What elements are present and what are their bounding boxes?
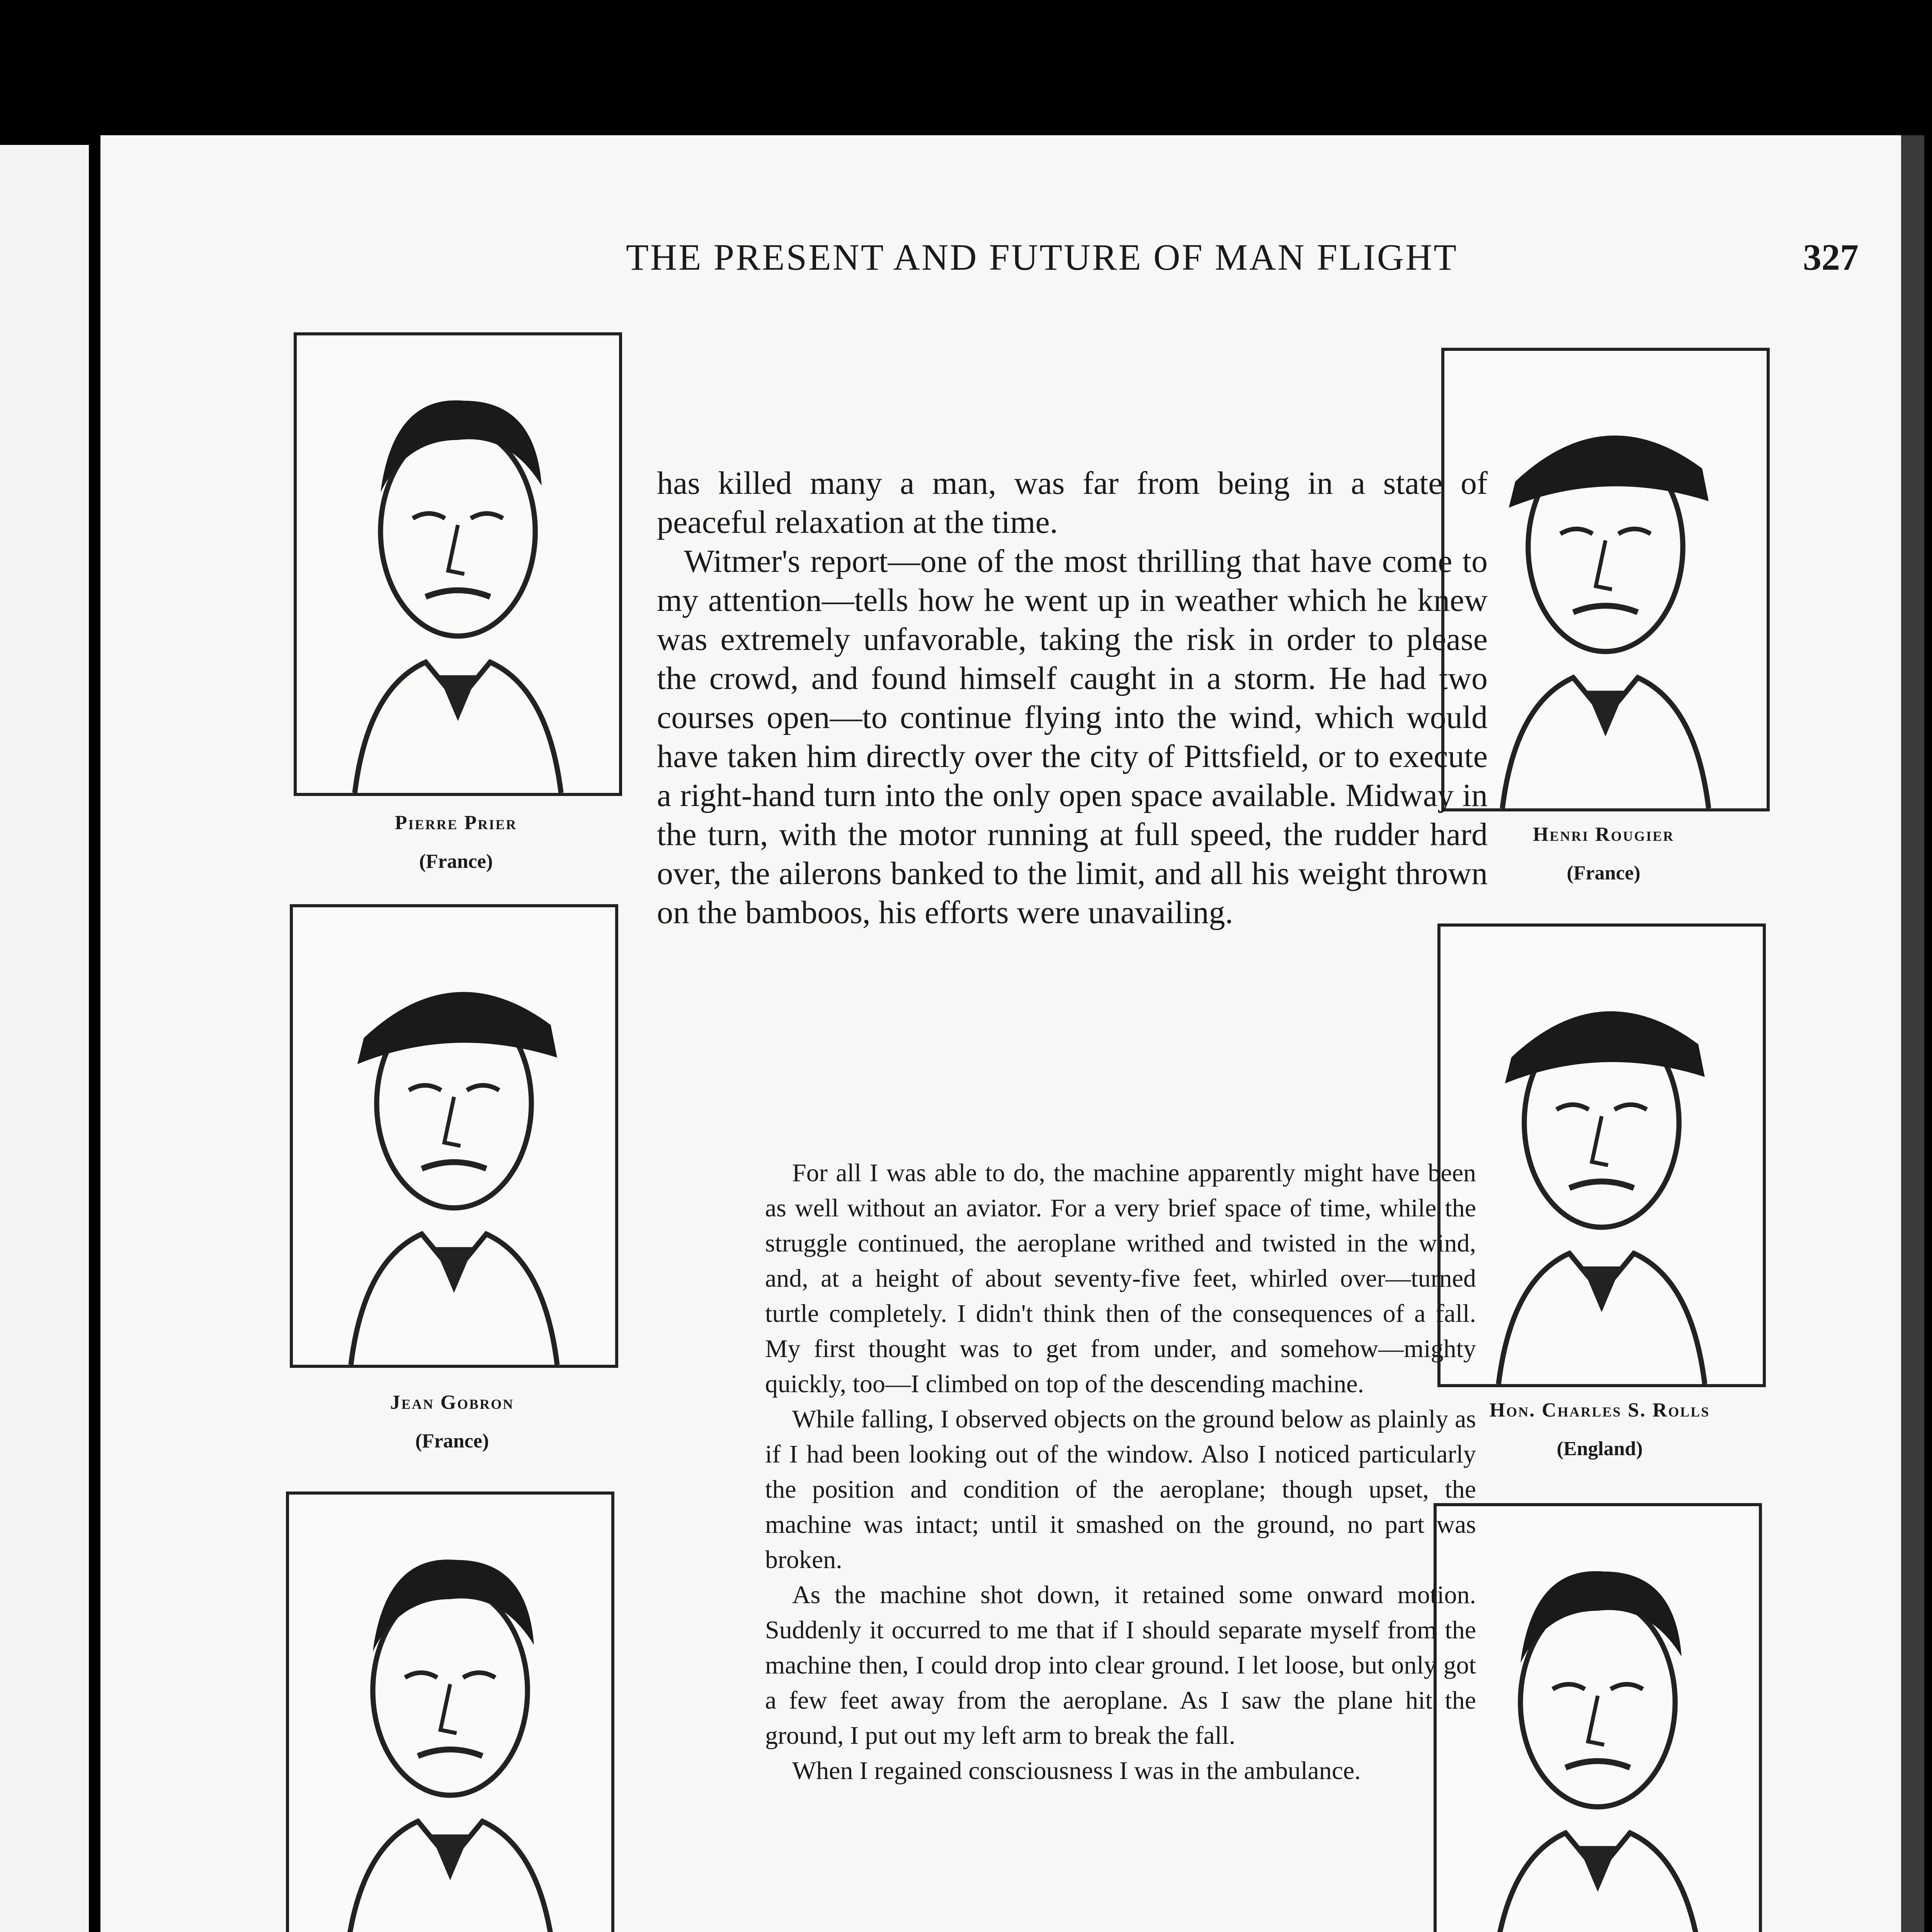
portrait-right-3 xyxy=(1434,1503,1762,1932)
necktie xyxy=(1582,1267,1621,1312)
caption-country: (France) xyxy=(415,1430,489,1452)
necktie xyxy=(1578,1846,1617,1892)
running-header xyxy=(526,236,1859,286)
hair-shape xyxy=(357,992,557,1064)
page-number: 327 xyxy=(1803,236,1859,278)
mouth xyxy=(1573,606,1638,612)
portrait-sketch xyxy=(1440,927,1763,1384)
paragraph: Witmer's report—one of the most thrilling that have come to my attention—tells how he went up in weather which he knew was extremely unfavorable, taking the risk in order to please the crowd, and found himself caught in a storm. He had two courses open—to continue flying into the wind, which would have taken him directly over the city of Pittsfield, or to execute a right-hand turn into the only open space available. Midway in the turn, with the motor running at full speed, the rudder hard over, the ailerons banked to the limit, and all his weight thrown on the bamboos, his efforts were unavailing. xyxy=(657,543,1488,930)
necktie xyxy=(1586,691,1625,736)
nose xyxy=(448,525,464,574)
quote-paragraph: As the machine shot down, it retained some onward motion. Suddenly it occurred to me that if I should separate myself from the machine then, I could drop into clear ground. I let loose, but only got a few feet away from the aeroplane. As I saw the plane hit the ground, I put out my left arm to break the fall. xyxy=(765,1581,1476,1750)
portrait-right-2 xyxy=(1437,923,1766,1387)
mouth xyxy=(422,1162,486,1169)
quoted-report xyxy=(765,1155,1476,1788)
eyes xyxy=(1553,1684,1643,1689)
portrait-left-3 xyxy=(286,1492,614,1932)
facing-page-edge xyxy=(0,145,89,1932)
hair-shape xyxy=(381,400,542,492)
nose xyxy=(1592,1116,1608,1165)
hair-shape xyxy=(1509,435,1709,508)
portrait-right-1 xyxy=(1441,348,1770,811)
hair-shape xyxy=(373,1560,534,1651)
caption-name: Hon. Charles S. Rolls xyxy=(1489,1399,1710,1421)
mouth xyxy=(1570,1182,1634,1188)
caption-name: Jean Gobron xyxy=(390,1391,514,1413)
quote-paragraph: For all I was able to do, the machine apparently might have been as well without an aviator. For a very brief space of time, while the struggle continued, the aeroplane writhed and twisted in the wind, and, at a height of about seventy-five feet, whirled over—turned turtle completely. I didn't think then of the consequences of a fall. My first thought was to get from under, and somehow—mighty quickly, too—I climbed on top of the descending machine. xyxy=(765,1159,1476,1398)
portrait-sketch xyxy=(293,907,615,1365)
paragraph: has killed many a man, was far from being in a state of peaceful relaxation at the time. xyxy=(657,465,1488,540)
eyes xyxy=(1556,1105,1647,1110)
portrait-sketch xyxy=(297,335,619,793)
mouth xyxy=(426,590,490,597)
nose xyxy=(440,1684,457,1733)
quote-paragraph: When I regained consciousness I was in the ambulance. xyxy=(792,1757,1361,1785)
nose xyxy=(1596,541,1612,590)
body-text-top xyxy=(657,464,1488,932)
caption-name: Pierre Prier xyxy=(395,812,517,834)
nose xyxy=(444,1097,461,1146)
portrait-sketch xyxy=(289,1495,611,1932)
caption-country: (France) xyxy=(1566,862,1641,884)
eyes xyxy=(409,1085,499,1090)
portrait-left-2 xyxy=(290,904,618,1368)
eyes xyxy=(1560,529,1651,534)
nose xyxy=(1588,1696,1604,1745)
necktie xyxy=(435,1247,473,1293)
running-title: THE PRESENT AND FUTURE OF MAN FLIGHT xyxy=(626,236,1458,278)
eyes xyxy=(405,1673,495,1678)
caption-left-1 xyxy=(263,804,649,881)
book-page xyxy=(100,135,1901,1932)
caption-name: Henri Rougier xyxy=(1532,823,1675,845)
necktie xyxy=(431,1835,469,1880)
caption-left-2 xyxy=(259,1383,645,1461)
page-edge-shadow xyxy=(1901,135,1924,1932)
mouth xyxy=(418,1750,483,1756)
portrait-sketch xyxy=(1444,351,1767,808)
portrait-left-1 xyxy=(294,332,622,796)
caption-country: (France) xyxy=(419,850,493,872)
hair-shape xyxy=(1505,1011,1705,1083)
hair-shape xyxy=(1520,1571,1682,1663)
quote-paragraph: While falling, I observed objects on the ground below as plainly as if I had been looking out of the window. Also I noticed particularly the position and condition of the aeroplane; though upset, the machine was intact; until it smashed on the ground, no part was broken. xyxy=(765,1405,1476,1574)
caption-country: (England) xyxy=(1556,1438,1643,1460)
necktie xyxy=(439,675,477,721)
eyes xyxy=(413,514,503,519)
portrait-sketch xyxy=(1437,1506,1759,1932)
mouth xyxy=(1566,1761,1630,1768)
